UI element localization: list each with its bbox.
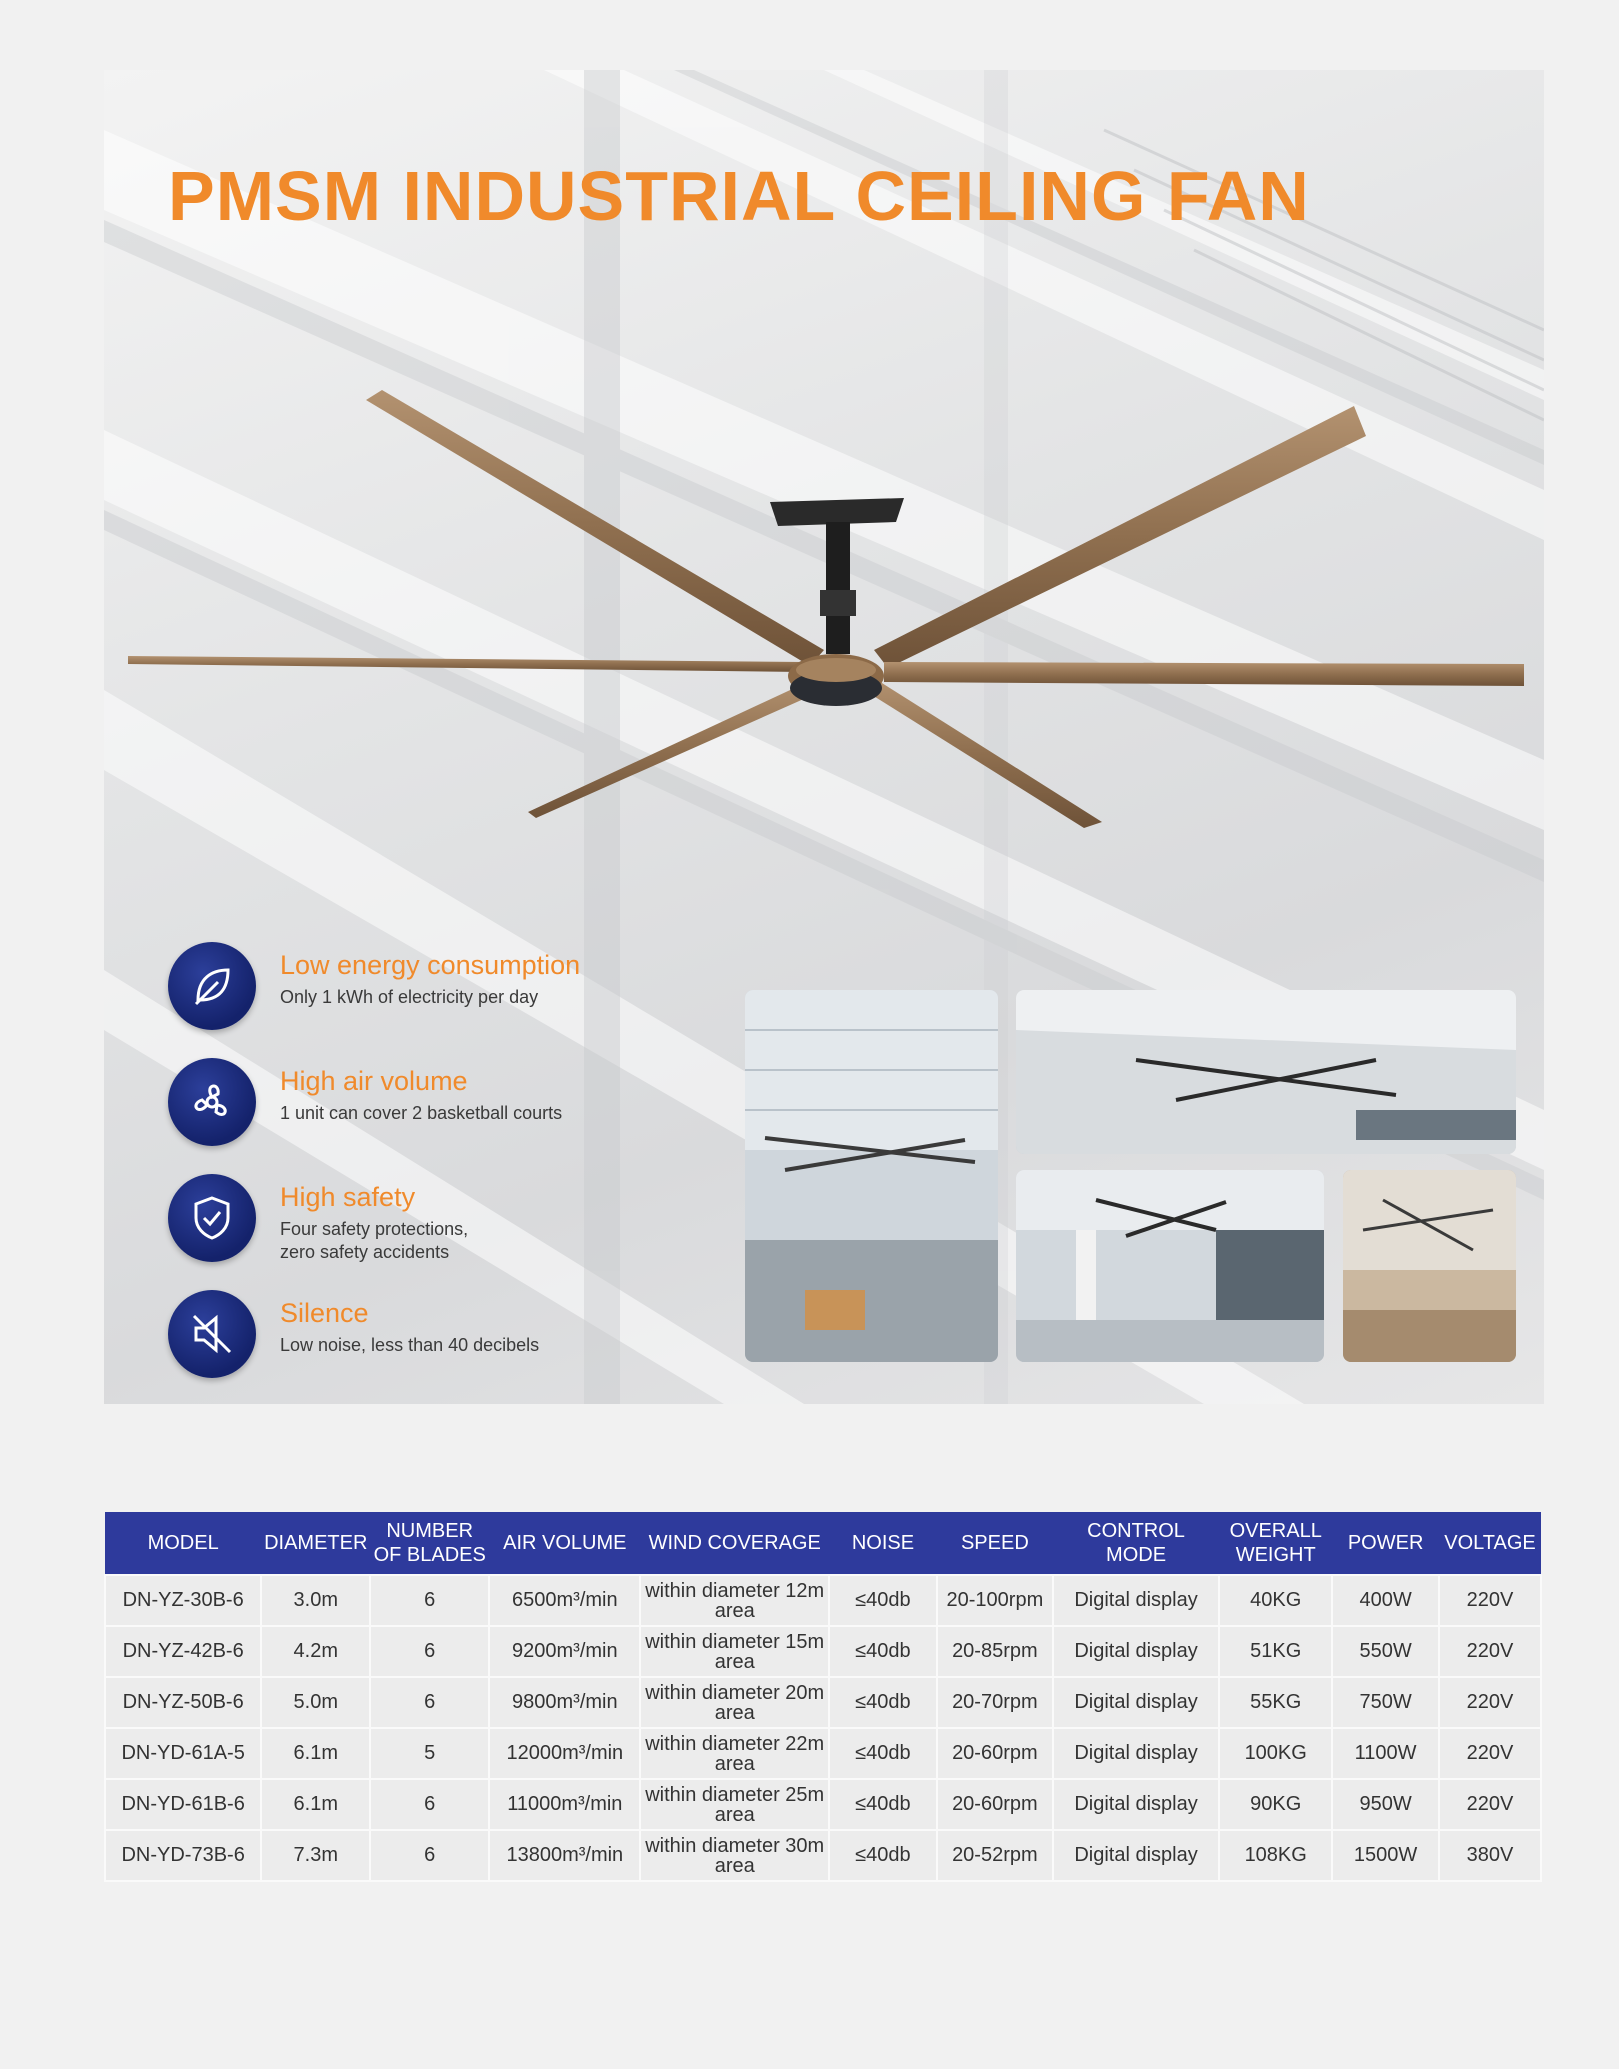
table-cell: Digital display (1053, 1575, 1219, 1626)
table-cell: 550W (1332, 1626, 1439, 1677)
table-cell: DN-YZ-50B-6 (105, 1677, 261, 1728)
column-header-weight: OVERALL WEIGHT (1219, 1512, 1332, 1575)
table-cell: 6500m³/min (489, 1575, 640, 1626)
table-cell: within diameter 25m area (640, 1779, 829, 1830)
feature-title: Low energy consumption (280, 950, 581, 980)
table-cell: Digital display (1053, 1728, 1219, 1779)
table-cell: 40KG (1219, 1575, 1332, 1626)
table-cell: 400W (1332, 1575, 1439, 1626)
table-cell: 950W (1332, 1779, 1439, 1830)
feature-description: Low noise, less than 40 decibels (280, 1335, 540, 1355)
table-cell: 6 (370, 1677, 489, 1728)
column-header-blades: NUMBER OF BLADES (370, 1512, 489, 1575)
table-cell: 3.0m (261, 1575, 370, 1626)
column-header-control-mode: CONTROL MODE (1053, 1512, 1219, 1575)
installation-photo-3 (1016, 1170, 1324, 1362)
table-row (105, 1626, 1541, 1677)
table-cell: 12000m³/min (489, 1728, 640, 1779)
table-cell: ≤40db (829, 1626, 937, 1677)
table-cell: 90KG (1219, 1779, 1332, 1830)
table-cell: 220V (1439, 1626, 1541, 1677)
feature-description: 1 unit can cover 2 basketball courts (280, 1103, 563, 1123)
table-cell: 220V (1439, 1677, 1541, 1728)
hero-banner (104, 70, 1544, 1404)
table-cell: 9200m³/min (489, 1626, 640, 1677)
table-cell: 4.2m (261, 1626, 370, 1677)
column-header-speed: SPEED (937, 1512, 1053, 1575)
column-header-voltage: VOLTAGE (1439, 1512, 1541, 1575)
table-header-row (105, 1512, 1541, 1575)
table-row (105, 1779, 1541, 1830)
feature-title: Silence (280, 1298, 369, 1328)
table-cell: ≤40db (829, 1728, 937, 1779)
table-cell: 20-60rpm (937, 1728, 1053, 1779)
installation-photo-2 (1016, 990, 1516, 1154)
table-cell: DN-YD-61B-6 (105, 1779, 261, 1830)
table-cell: Digital display (1053, 1779, 1219, 1830)
leaf-icon (168, 942, 256, 1030)
column-header-model: MODEL (105, 1512, 261, 1575)
installation-photo-4 (1343, 1170, 1516, 1362)
page-title: PMSM INDUSTRIAL CEILING FAN (168, 157, 1310, 235)
table-cell: 20-70rpm (937, 1677, 1053, 1728)
spec-table (104, 1512, 1542, 1882)
table-cell: 220V (1439, 1779, 1541, 1830)
table-cell: 20-60rpm (937, 1779, 1053, 1830)
table-cell: 6 (370, 1779, 489, 1830)
installation-photo-1 (745, 990, 998, 1362)
table-cell: 9800m³/min (489, 1677, 640, 1728)
table-cell: Digital display (1053, 1830, 1219, 1881)
table-cell: 100KG (1219, 1728, 1332, 1779)
table-cell: DN-YD-61A-5 (105, 1728, 261, 1779)
table-cell: DN-YZ-42B-6 (105, 1626, 261, 1677)
feature-title: High air volume (280, 1066, 468, 1096)
table-cell: 20-52rpm (937, 1830, 1053, 1881)
table-cell: within diameter 12m area (640, 1575, 829, 1626)
table-cell: DN-YZ-30B-6 (105, 1575, 261, 1626)
table-cell: 6.1m (261, 1779, 370, 1830)
table-cell: DN-YD-73B-6 (105, 1830, 261, 1881)
table-cell: 55KG (1219, 1677, 1332, 1728)
table-cell: ≤40db (829, 1575, 937, 1626)
table-row (105, 1728, 1541, 1779)
table-cell: 20-100rpm (937, 1575, 1053, 1626)
table-row (105, 1677, 1541, 1728)
table-cell: 108KG (1219, 1830, 1332, 1881)
table-cell: 51KG (1219, 1626, 1332, 1677)
column-header-noise: NOISE (829, 1512, 937, 1575)
feature-safety (168, 1174, 688, 1274)
table-row (105, 1830, 1541, 1881)
table-cell: 6.1m (261, 1728, 370, 1779)
table-cell: within diameter 30m area (640, 1830, 829, 1881)
table-cell: 6 (370, 1626, 489, 1677)
table-cell: ≤40db (829, 1677, 937, 1728)
table-cell: 1500W (1332, 1830, 1439, 1881)
table-cell: 6 (370, 1575, 489, 1626)
feature-silence (168, 1290, 688, 1390)
table-cell: within diameter 22m area (640, 1728, 829, 1779)
column-header-air-volume: AIR VOLUME (489, 1512, 640, 1575)
table-cell: ≤40db (829, 1779, 937, 1830)
column-header-diameter: DIAMETER (261, 1512, 370, 1575)
table-cell: 750W (1332, 1677, 1439, 1728)
table-cell: within diameter 20m area (640, 1677, 829, 1728)
column-header-power: POWER (1332, 1512, 1439, 1575)
table-cell: ≤40db (829, 1830, 937, 1881)
feature-title: High safety (280, 1182, 416, 1212)
table-cell: Digital display (1053, 1626, 1219, 1677)
table-cell: 5.0m (261, 1677, 370, 1728)
table-cell: 220V (1439, 1575, 1541, 1626)
table-cell: 220V (1439, 1728, 1541, 1779)
feature-description: Only 1 kWh of electricity per day (280, 987, 539, 1007)
feature-air-volume (168, 1058, 688, 1158)
table-cell: within diameter 15m area (640, 1626, 829, 1677)
column-header-wind-coverage: WIND COVERAGE (640, 1512, 829, 1575)
feature-description: Four safety protections, zero safety accidents (280, 1219, 469, 1262)
table-cell: Digital display (1053, 1677, 1219, 1728)
table-cell: 5 (370, 1728, 489, 1779)
mute-speaker-icon (168, 1290, 256, 1378)
shield-check-icon (168, 1174, 256, 1262)
table-cell: 11000m³/min (489, 1779, 640, 1830)
fan-icon (168, 1058, 256, 1146)
table-row (105, 1575, 1541, 1626)
table-cell: 20-85rpm (937, 1626, 1053, 1677)
feature-energy (168, 942, 688, 1042)
table-cell: 380V (1439, 1830, 1541, 1881)
table-cell: 7.3m (261, 1830, 370, 1881)
table-cell: 13800m³/min (489, 1830, 640, 1881)
table-cell: 6 (370, 1830, 489, 1881)
table-cell: 1100W (1332, 1728, 1439, 1779)
